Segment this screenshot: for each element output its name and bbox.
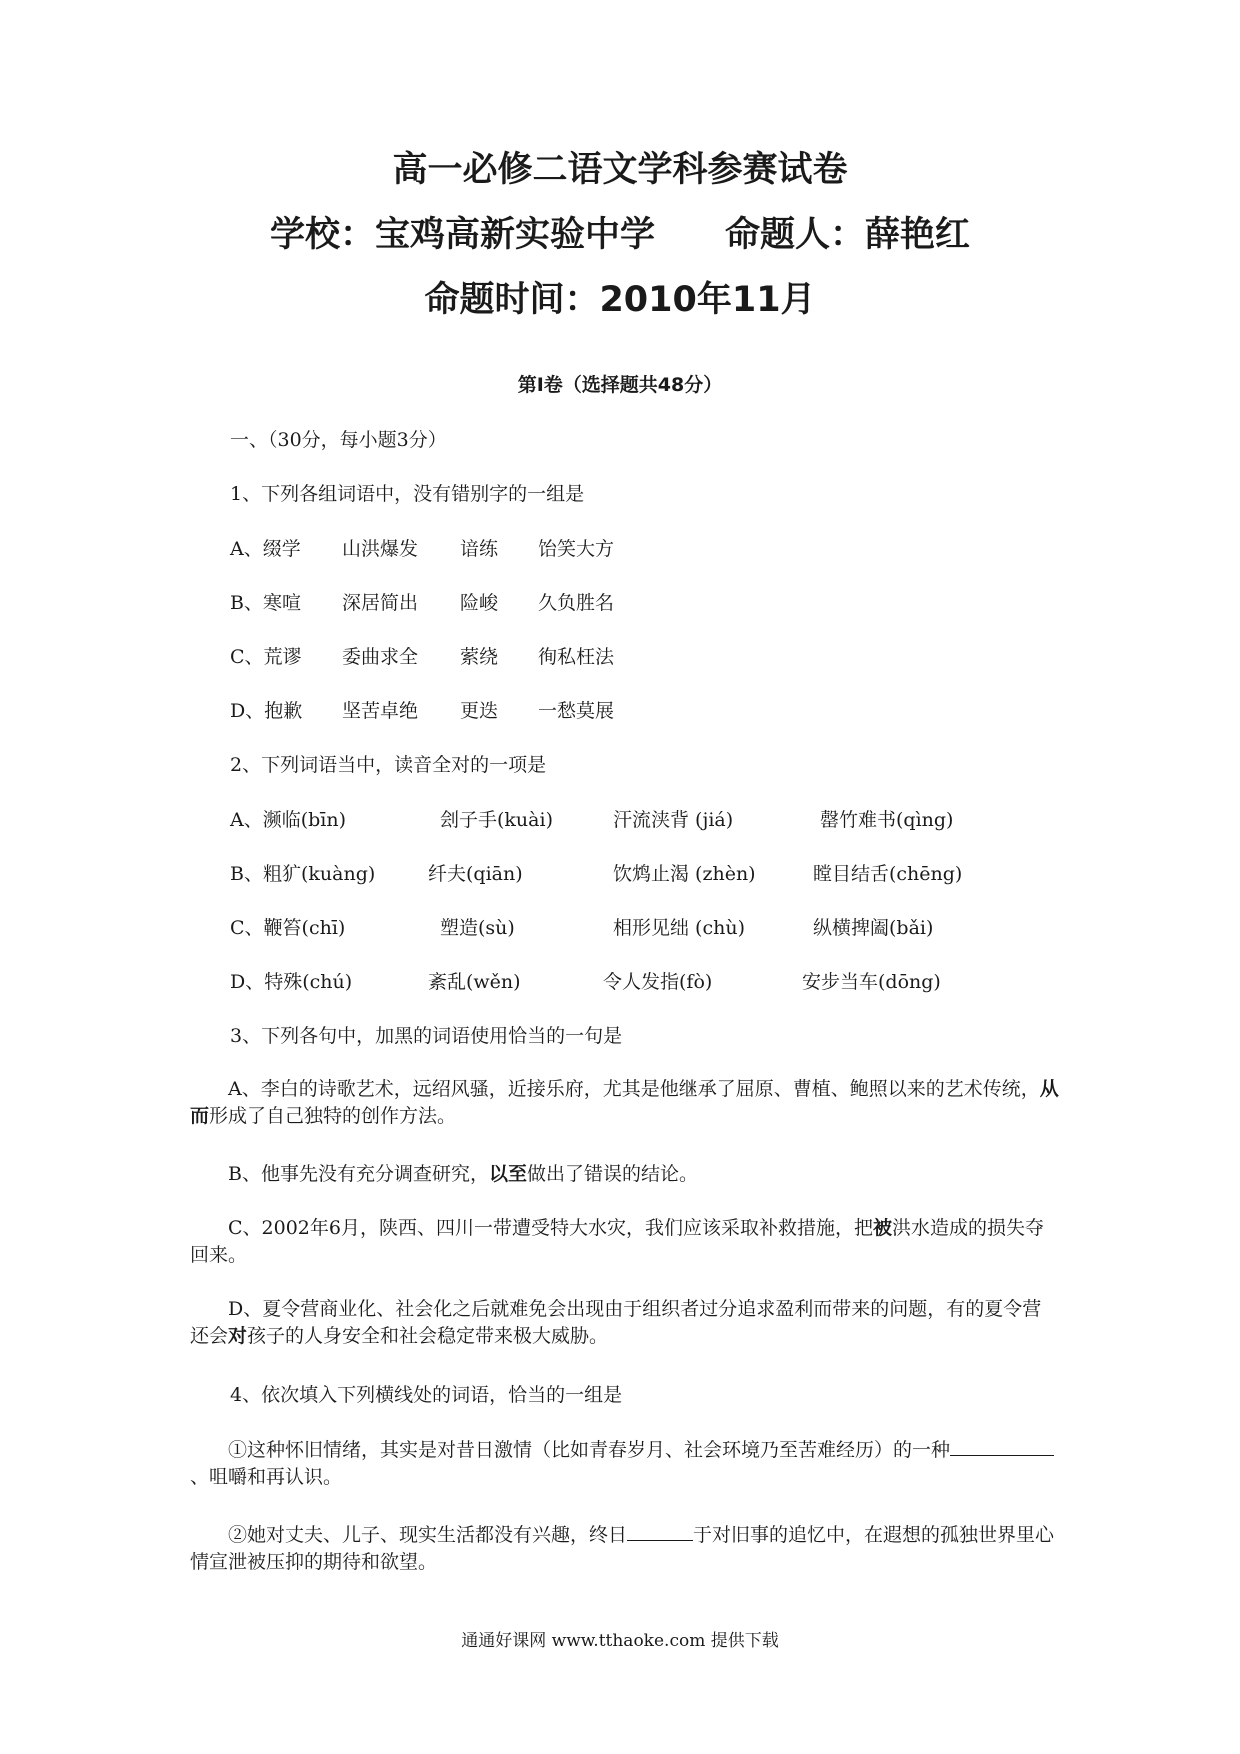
part-one-heading: 一、（30分，每小题3分） [230, 429, 447, 451]
q4-sentence-1: ①这种怀旧情绪，其实是对昔日激情（比如青春岁月、社会环境乃至苦难经历）的一种、咀嚼和再认识。 [190, 1435, 1060, 1491]
question-4-stem: 4、依次填入下列横线处的词语，恰当的一组是 [230, 1384, 623, 1406]
author-name: 命题人：薛艳红 [725, 215, 971, 255]
question-3-stem: 3、下列各句中，加黑的词语使用恰当的一句是 [230, 1025, 623, 1047]
q3-option-a: A、李白的诗歌艺术，远绍风骚，近接乐府，尤其是他继承了屈原、曹植、鲍照以来的艺术传统，从而形成了自己独特的创作方法。 [190, 1078, 1059, 1127]
question-2-stem: 2、下列词语当中，读音全对的一项是 [230, 754, 547, 776]
q3-option-b: B、他事先没有充分调查研究，以至做出了错误的结论。 [228, 1163, 698, 1185]
q3-option-d: D、夏令营商业化、社会化之后就难免会出现由于组织者过分追求盈利而带来的问题，有的夏令营还会对孩子的人身安全和社会稳定带来极大威胁。 [190, 1298, 1042, 1347]
question-1-stem: 1、下列各组词语中，没有错别字的一组是 [230, 483, 585, 505]
exam-date: 命题时间：2010年11月 [424, 280, 816, 320]
q3-d-bold-word: 对 [228, 1325, 248, 1347]
page-footer: 通通好课网 www.tthaoke.com 提供下载 [461, 1631, 779, 1651]
q4-sentence-2: ②她对丈夫、儿子、现实生活都没有兴趣，终日 于对旧事的追忆中，在遐想的孤独世界里心情宣泄被压抑的期待和欲望。 [190, 1520, 1060, 1576]
q4-blank-1 [950, 1435, 1054, 1456]
q3-option-c: C、2002年6月，陕西、四川一带遭受特大水灾，我们应该采取补救措施，把被洪水造成的损失夺回来。 [190, 1217, 1045, 1266]
exam-page: 高一必修二语文学科参赛试卷 学校：宝鸡高新实验中学 命题人：薛艳红 命题时间：2010年11月 第I卷（选择题共48分） 一、（30分，每小题3分） 1、下列各组词语中，没有错别字的一组是 A、缀学 山洪爆发 谙练 饴笑大方 B、寒喧 深居简出 险峻 久负胜名 C、荒谬 委曲求全 萦绕 徇私枉法 D、抱歉 坚苦卓绝 更迭 一愁莫展 2、下列词语当中，读音全对的一项是 A、濒临(bīn) 刽子手(kuài) 汗流浃背 (jiá) 罄竹难书(qìng) B、粗犷(kuàng) 纤夫(qiān) 饮鸩止渴 (zhèn) 瞠目结舌(chēng) C、鞭笞(chī) 塑造(sù) 相形见绌 (chù) 纵横捭阖(bǎi) D、特殊(chú) 紊乱(wěn) 令人发指(fò) 安步当车(dōng) 3、下列各句中，加黑的词语使用恰当的一句是 A、李白的诗歌艺术，远绍风骚，近接乐府，尤其是他继承了屈原、曹植、鲍照以来的艺术传统，从而形成了自己独特的创作方法。 B、他事先没有充分调查研究，以至做出了错误的结论。 C、2002年6月，陕西、四川一带遭受特大水灾，我们应该采取补救措施，把被洪水造成的损失夺回来。 D、夏令营商业化、社会化之后就难免会出现由于组织者过分追求盈利而带来的问题，有的夏令营还会对孩子的人身安全和社会稳定带来极大威胁。 4、依次填入下列横线处的词语，恰当的一组是 ①这种怀旧情绪，其实是对昔日激情（比如青春岁月、社会环境乃至苦难经历）的一种、咀嚼和再认识。 ②她对丈夫、儿子、现实生活都没有兴趣，终日 于对旧事的追忆中，在遐想的孤独世界里心情宣泄被压抑的期待和欲望。 通通好课网 www.tthaoke.com 提供下载 [0, 0, 1240, 1754]
q4-blank-2 [627, 1520, 693, 1541]
school-name: 学校：宝鸡高新实验中学 [269, 215, 655, 255]
exam-title: 高一必修二语文学科参赛试卷 [392, 150, 848, 190]
q3-a-bold-word: 从而 [190, 1078, 1059, 1127]
q3-b-bold-word: 以至 [488, 1163, 527, 1185]
q3-c-bold-word: 被 [872, 1217, 892, 1239]
section-title: 第I卷（选择题共48分） [517, 374, 723, 396]
school-author-line [0, 215, 1240, 255]
